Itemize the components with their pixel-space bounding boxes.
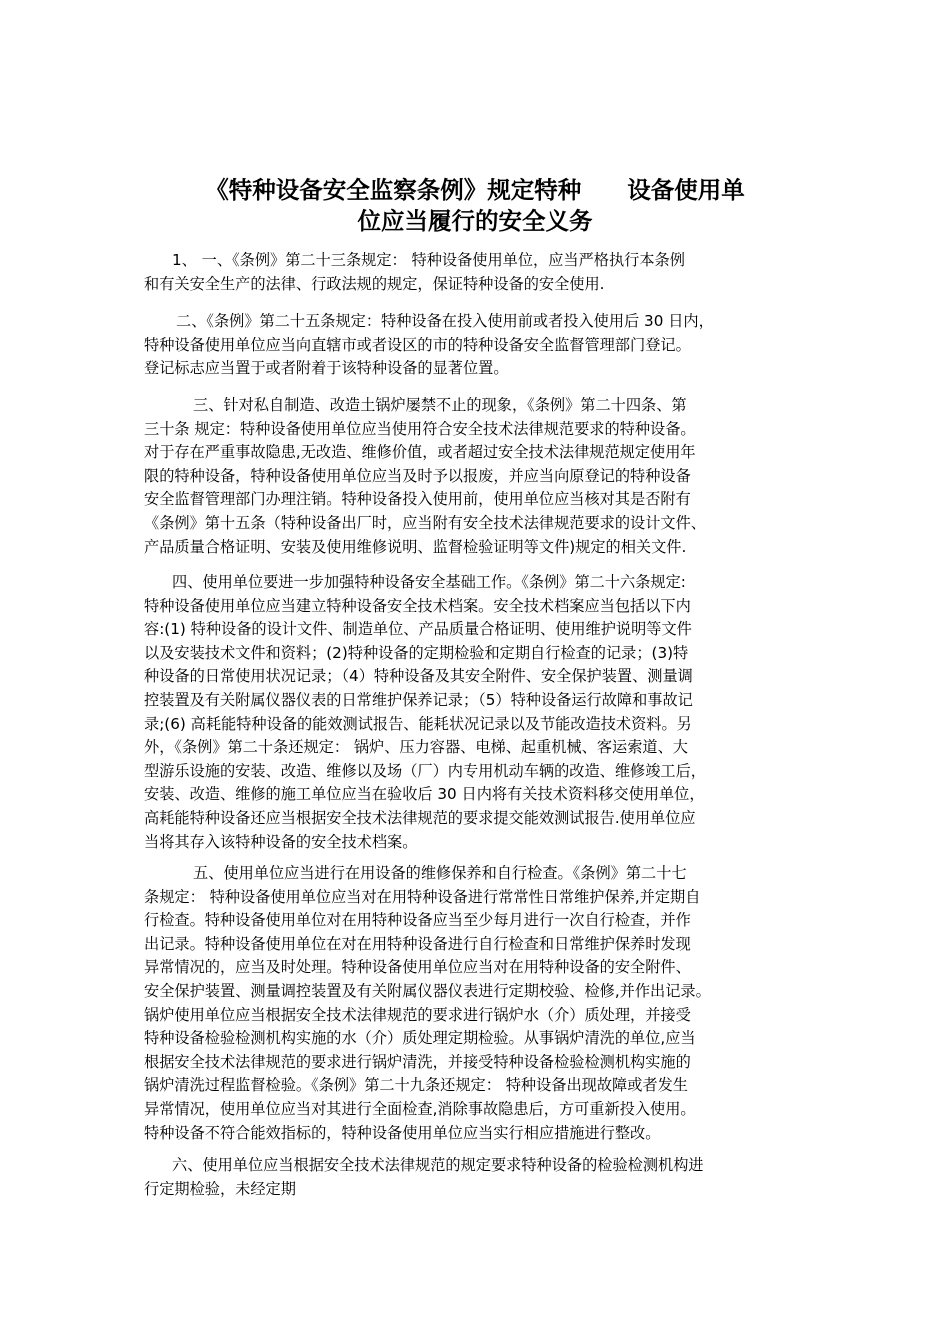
paragraph-line: 控装置及有关附属仪器仪表的日常维护保养记录；（5）特种设备运行故障和事故记 (144, 690, 693, 709)
title-line-1-part-1: 《特种设备安全监察条例》规定特种 (205, 176, 582, 204)
paragraph-line: 锅炉使用单位应当根据安全技术法律规范的要求进行锅炉水（介）质处理，并接受 (144, 1005, 691, 1024)
paragraph-line: 1、 一、《条例》第二十三条规定： 特种设备使用单位，应当严格执行本条例 (172, 251, 685, 269)
paragraph-line: 异常情况，使用单位应当对其进行全面检查,消除事故隐患后，方可重新投入使用。 (144, 1099, 696, 1118)
paragraph-line: 特种设备使用单位应当建立特种设备安全技术档案。安全技术档案应当包括以下内 (144, 596, 691, 615)
paragraph-line: 录;(6) 高耗能特种设备的能效测试报告、能耗状况记录以及节能改造技术资料。另 (144, 714, 692, 733)
paragraph-line: 产品质量合格证明、安装及使用维修说明、监督检验证明等文件)规定的相关文件. (144, 537, 687, 556)
paragraph-line: 当将其存入该特种设备的安全技术档案。 (144, 832, 418, 851)
paragraph-line: 锅炉清洗过程监督检验。《条例》第二十九条还规定： 特种设备出现故障或者发生 (144, 1076, 688, 1095)
paragraph-line: 安装、改造、维修的施工单位应当在验收后 30 日内将有关技术资料移交使用单位， (144, 785, 705, 804)
paragraph-line: 登记标志应当置于或者附着于该特种设备的显著位置。 (144, 359, 509, 378)
paragraph-line: 特种设备不符合能效指标的，特种设备使用单位应当实行相应措施进行整改。 (144, 1123, 661, 1142)
paragraph-line: 条规定： 特种设备使用单位应当对在用特种设备进行常常性日常维护保养,并定期自 (144, 887, 701, 906)
paragraph-line: 行定期检验，未经定期 (144, 1179, 296, 1198)
paragraph-line: 特种设备检验检测机构实施的水（介）质处理定期检验。从事锅炉清洗的单位,应当 (144, 1029, 696, 1048)
paragraph-line: 五、使用单位应当进行在用设备的维修保养和自行检查。《条例》第二十七 (193, 864, 687, 882)
paragraph-line: 四、使用单位要进一步加强特种设备安全基础工作。《条例》第二十六条规定: (172, 573, 686, 591)
paragraph-4 (144, 571, 794, 854)
paragraph-line: 以及安装技术文件和资料；(2)特种设备的定期检验和定期自行检查的记录；(3)特 (144, 643, 689, 662)
paragraph-line: 限的特种设备，特种设备使用单位应当及时予以报废，并应当向原登记的特种设备 (144, 466, 691, 485)
paragraph-line: 种设备的日常使用状况记录；（4）特种设备及其安全附件、安全保护装置、测量调 (144, 667, 693, 686)
title-line-1-part-2: 设备使用单 (627, 176, 745, 204)
paragraph-line: 行检查。特种设备使用单位对在用特种设备应当至少每月进行一次自行检查，并作 (144, 911, 691, 930)
paragraph-line: 安全保护装置、测量调控装置及有关附属仪器仪表进行定期校验、检修,并作出记录。 (144, 981, 711, 1000)
title-line-1 (160, 175, 790, 206)
paragraph-line: 特种设备使用单位应当向直辖市或者设区的市的特种设备安全监督管理部门登记。 (144, 335, 691, 354)
paragraph-3 (144, 394, 794, 559)
paragraph-line: 三、针对私自制造、改造土锅炉屡禁不止的现象，《条例》第二十四条、第 (193, 396, 687, 414)
paragraph-line: 对于存在严重事故隐患,无改造、维修价值，或者超过安全技术法律规范规定使用年 (144, 443, 696, 462)
paragraph-line: 二、《条例》第二十五条规定：特种设备在投入使用前或者投入使用后 30 日内， (176, 312, 714, 330)
paragraph-line: 高耗能特种设备还应当根据安全技术法律规范的要求提交能效测试报告.使用单位应 (144, 808, 696, 827)
paragraph-line: 异常情况的，应当及时处理。特种设备使用单位应当对在用特种设备的安全附件、 (144, 958, 691, 977)
paragraph-line: 三十条 规定：特种设备使用单位应当使用符合安全技术法律规范要求的特种设备。 (144, 419, 696, 438)
paragraph-line: 出记录。特种设备使用单位在对在用特种设备进行自行检查和日常维护保养时发现 (144, 934, 691, 953)
document-title (160, 175, 790, 237)
paragraph-6 (144, 1154, 794, 1201)
paragraph-line: 型游乐设施的安装、改造、维修以及场（厂）内专用机动车辆的改造、维修竣工后， (144, 761, 706, 780)
paragraph-2 (144, 310, 794, 381)
title-line-2: 位应当履行的安全义务 (357, 207, 593, 235)
paragraph-line: 外，《条例》第二十条还规定： 锅炉、压力容器、电梯、起重机械、客运索道、大 (144, 738, 688, 757)
paragraph-line: 安全监督管理部门办理注销。特种设备投入使用前，使用单位应当核对其是否附有 (144, 490, 691, 509)
paragraph-5 (144, 862, 794, 1145)
paragraph-line: 根据安全技术法律规范的要求进行锅炉清洗，并接受特种设备检验检测机构实施的 (144, 1052, 691, 1071)
paragraph-line: 《条例》第十五条（特种设备出厂时，应当附有安全技术法律规范要求的设计文件、 (144, 513, 706, 532)
paragraph-line: 容:(1) 特种设备的设计文件、制造单位、产品质量合格证明、使用维护说明等文件 (144, 620, 692, 639)
paragraph-line: 和有关安全生产的法律、行政法规的规定，保证特种设备的安全使用. (144, 274, 605, 293)
paragraph-line: 六、使用单位应当根据安全技术法律规范的规定要求特种设备的检验检测机构进 (172, 1156, 704, 1174)
paragraph-1 (144, 249, 794, 296)
